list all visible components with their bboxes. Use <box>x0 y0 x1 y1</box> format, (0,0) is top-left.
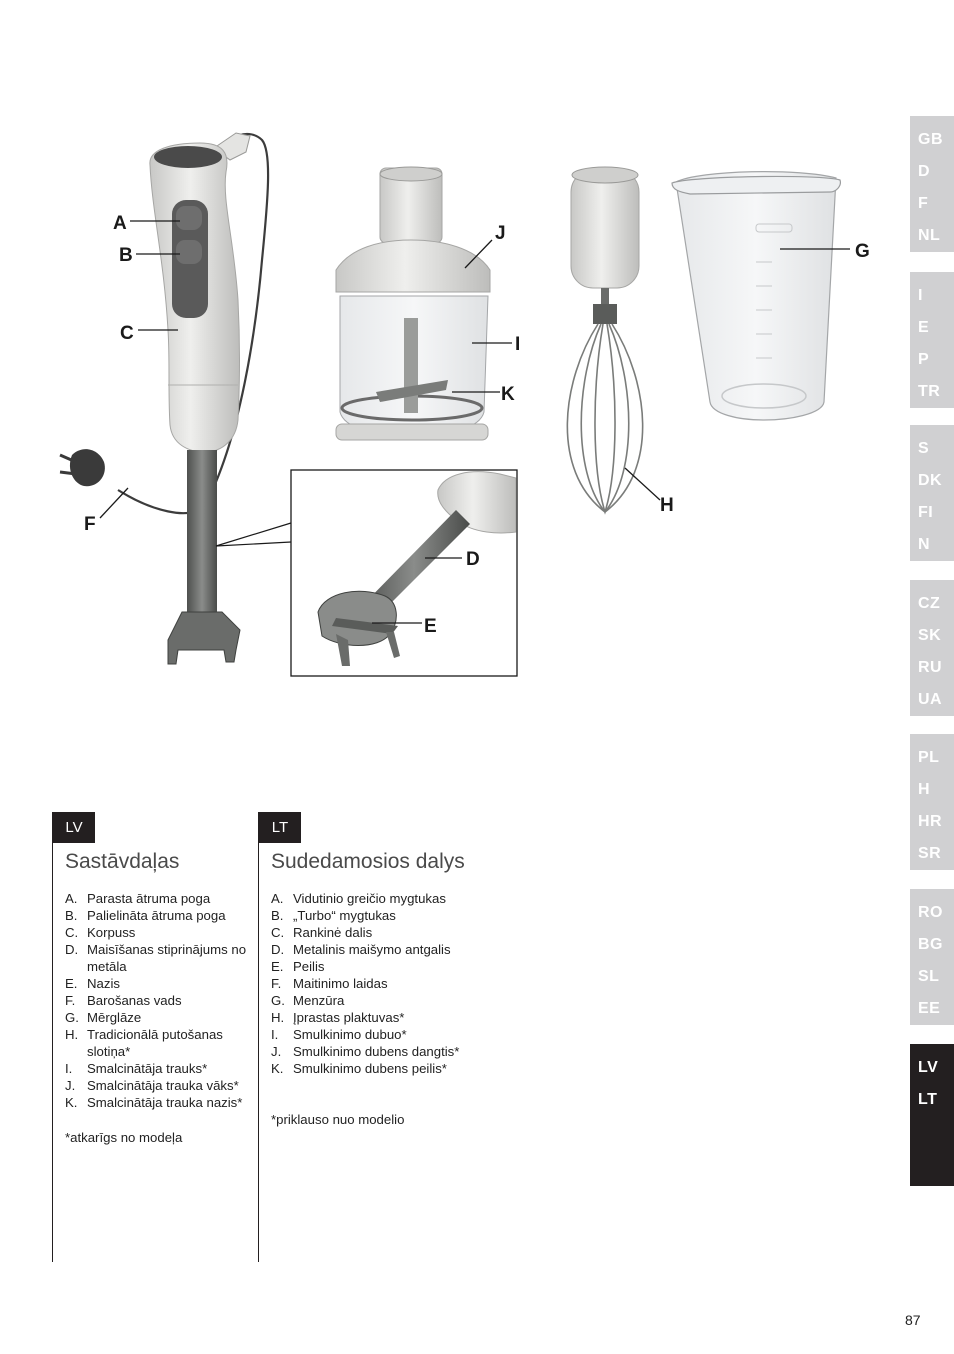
label-h: H <box>660 495 674 516</box>
list-item: B. Palielināta ātruma poga <box>65 908 226 923</box>
lang-group-2 <box>910 272 954 408</box>
list-item: D. Maisīšanas stiprinājums no metāla <box>65 942 247 974</box>
list-item: F. Maitinimo laidas <box>271 976 388 991</box>
whisk-drawing <box>567 167 642 512</box>
list-item: J. Smalcinātāja trauka vāks* <box>65 1078 239 1093</box>
list-item: K. Smalcinātāja trauka nazis* <box>65 1095 243 1110</box>
label-b: B <box>119 245 133 266</box>
lang-tab-ro[interactable]: RO <box>918 904 943 921</box>
lang-tab-fi[interactable]: FI <box>918 504 934 521</box>
list-item: G. Mērglāze <box>65 1010 142 1025</box>
footnote-lv: *atkarīgs no modeļa <box>65 1130 183 1145</box>
parts-column-lv <box>52 812 258 1262</box>
list-item: J. Smulkinimo dubens dangtis* <box>271 1044 460 1059</box>
parts-list-lv <box>65 890 259 1111</box>
label-c: C <box>120 323 134 344</box>
lang-tab-dk[interactable]: DK <box>918 472 943 489</box>
parts-heading-lt: Sudedamosios dalys <box>271 850 465 873</box>
list-item: H. Tradicionālā putošanas slotiņa* <box>65 1027 223 1059</box>
label-g: G <box>855 241 870 262</box>
label-e: E <box>424 616 437 637</box>
parts-list-lt <box>271 890 465 1077</box>
lang-tab-hr[interactable]: HR <box>918 813 943 830</box>
language-tag-lv: LV <box>53 812 95 843</box>
lang-tab-cz[interactable]: CZ <box>918 595 941 612</box>
lang-tab-p[interactable]: P <box>918 351 930 368</box>
parts-column-lt <box>258 812 464 1262</box>
list-item: D. Metalinis maišymo antgalis <box>271 942 451 957</box>
label-d: D <box>466 549 480 570</box>
lang-tab-ee[interactable]: EE <box>918 1000 941 1017</box>
lang-tab-sk[interactable]: SK <box>918 627 942 644</box>
lang-group-1 <box>910 116 954 252</box>
label-f: F <box>84 514 96 535</box>
language-tag-lt: LT <box>259 812 301 843</box>
lang-tab-tr[interactable]: TR <box>918 383 941 400</box>
chopper-drawing <box>336 167 490 440</box>
list-item: C. Rankinė dalis <box>271 925 373 940</box>
lang-tab-gb[interactable]: GB <box>918 131 943 148</box>
lang-group-3 <box>910 425 954 561</box>
label-j: J <box>495 223 506 244</box>
label-a: A <box>113 213 127 234</box>
lang-tab-sl[interactable]: SL <box>918 968 940 985</box>
lang-tab-bg[interactable]: BG <box>918 936 943 953</box>
lang-tab-i[interactable]: I <box>918 287 923 304</box>
list-item: I. Smulkinimo dubuo* <box>271 1027 407 1042</box>
list-item: E. Peilis <box>271 959 325 974</box>
list-item: H. Įprastas plaktuvas* <box>271 1010 405 1025</box>
footnote-lt: *priklauso nuo modelio <box>271 1112 405 1127</box>
lang-group-active <box>910 1044 954 1186</box>
parts-heading-lv: Sastāvdaļas <box>65 850 180 873</box>
list-item: G. Menzūra <box>271 993 345 1008</box>
beaker-drawing <box>672 172 840 420</box>
lang-tab-d[interactable]: D <box>918 163 931 180</box>
lang-tab-s[interactable]: S <box>918 440 930 457</box>
inset-detail-box <box>291 470 517 676</box>
lang-tab-e[interactable]: E <box>918 319 930 336</box>
hand-blender-drawing <box>60 133 268 664</box>
label-i: I <box>515 334 521 355</box>
page-number: 87 <box>905 1312 921 1328</box>
list-item: E. Nazis <box>65 976 120 991</box>
lang-tab-h[interactable]: H <box>918 781 931 798</box>
label-k: K <box>501 384 515 405</box>
lang-tab-nl[interactable]: NL <box>918 227 941 244</box>
lang-group-6 <box>910 889 954 1025</box>
lang-tab-lt[interactable]: LT <box>918 1091 938 1108</box>
list-item: F. Barošanas vads <box>65 993 182 1008</box>
list-item: I. Smalcinātāja trauks* <box>65 1061 208 1076</box>
lang-tab-pl[interactable]: PL <box>918 749 940 766</box>
lang-tab-f[interactable]: F <box>918 195 929 212</box>
list-item: A. Parasta ātruma poga <box>65 891 211 906</box>
lang-tab-lv[interactable]: LV <box>918 1059 939 1076</box>
list-item: B. „Turbo“ mygtukas <box>271 908 396 923</box>
lang-tab-ua[interactable]: UA <box>918 691 943 708</box>
list-item: C. Korpuss <box>65 925 136 940</box>
list-item: A. Vidutinio greičio mygtukas <box>271 891 446 906</box>
lang-tab-n[interactable]: N <box>918 536 931 553</box>
lang-tab-ru[interactable]: RU <box>918 659 943 676</box>
list-item: K. Smulkinimo dubens peilis* <box>271 1061 447 1076</box>
lang-tab-sr[interactable]: SR <box>918 845 942 862</box>
lang-group-4 <box>910 580 954 716</box>
lang-group-5 <box>910 734 954 870</box>
